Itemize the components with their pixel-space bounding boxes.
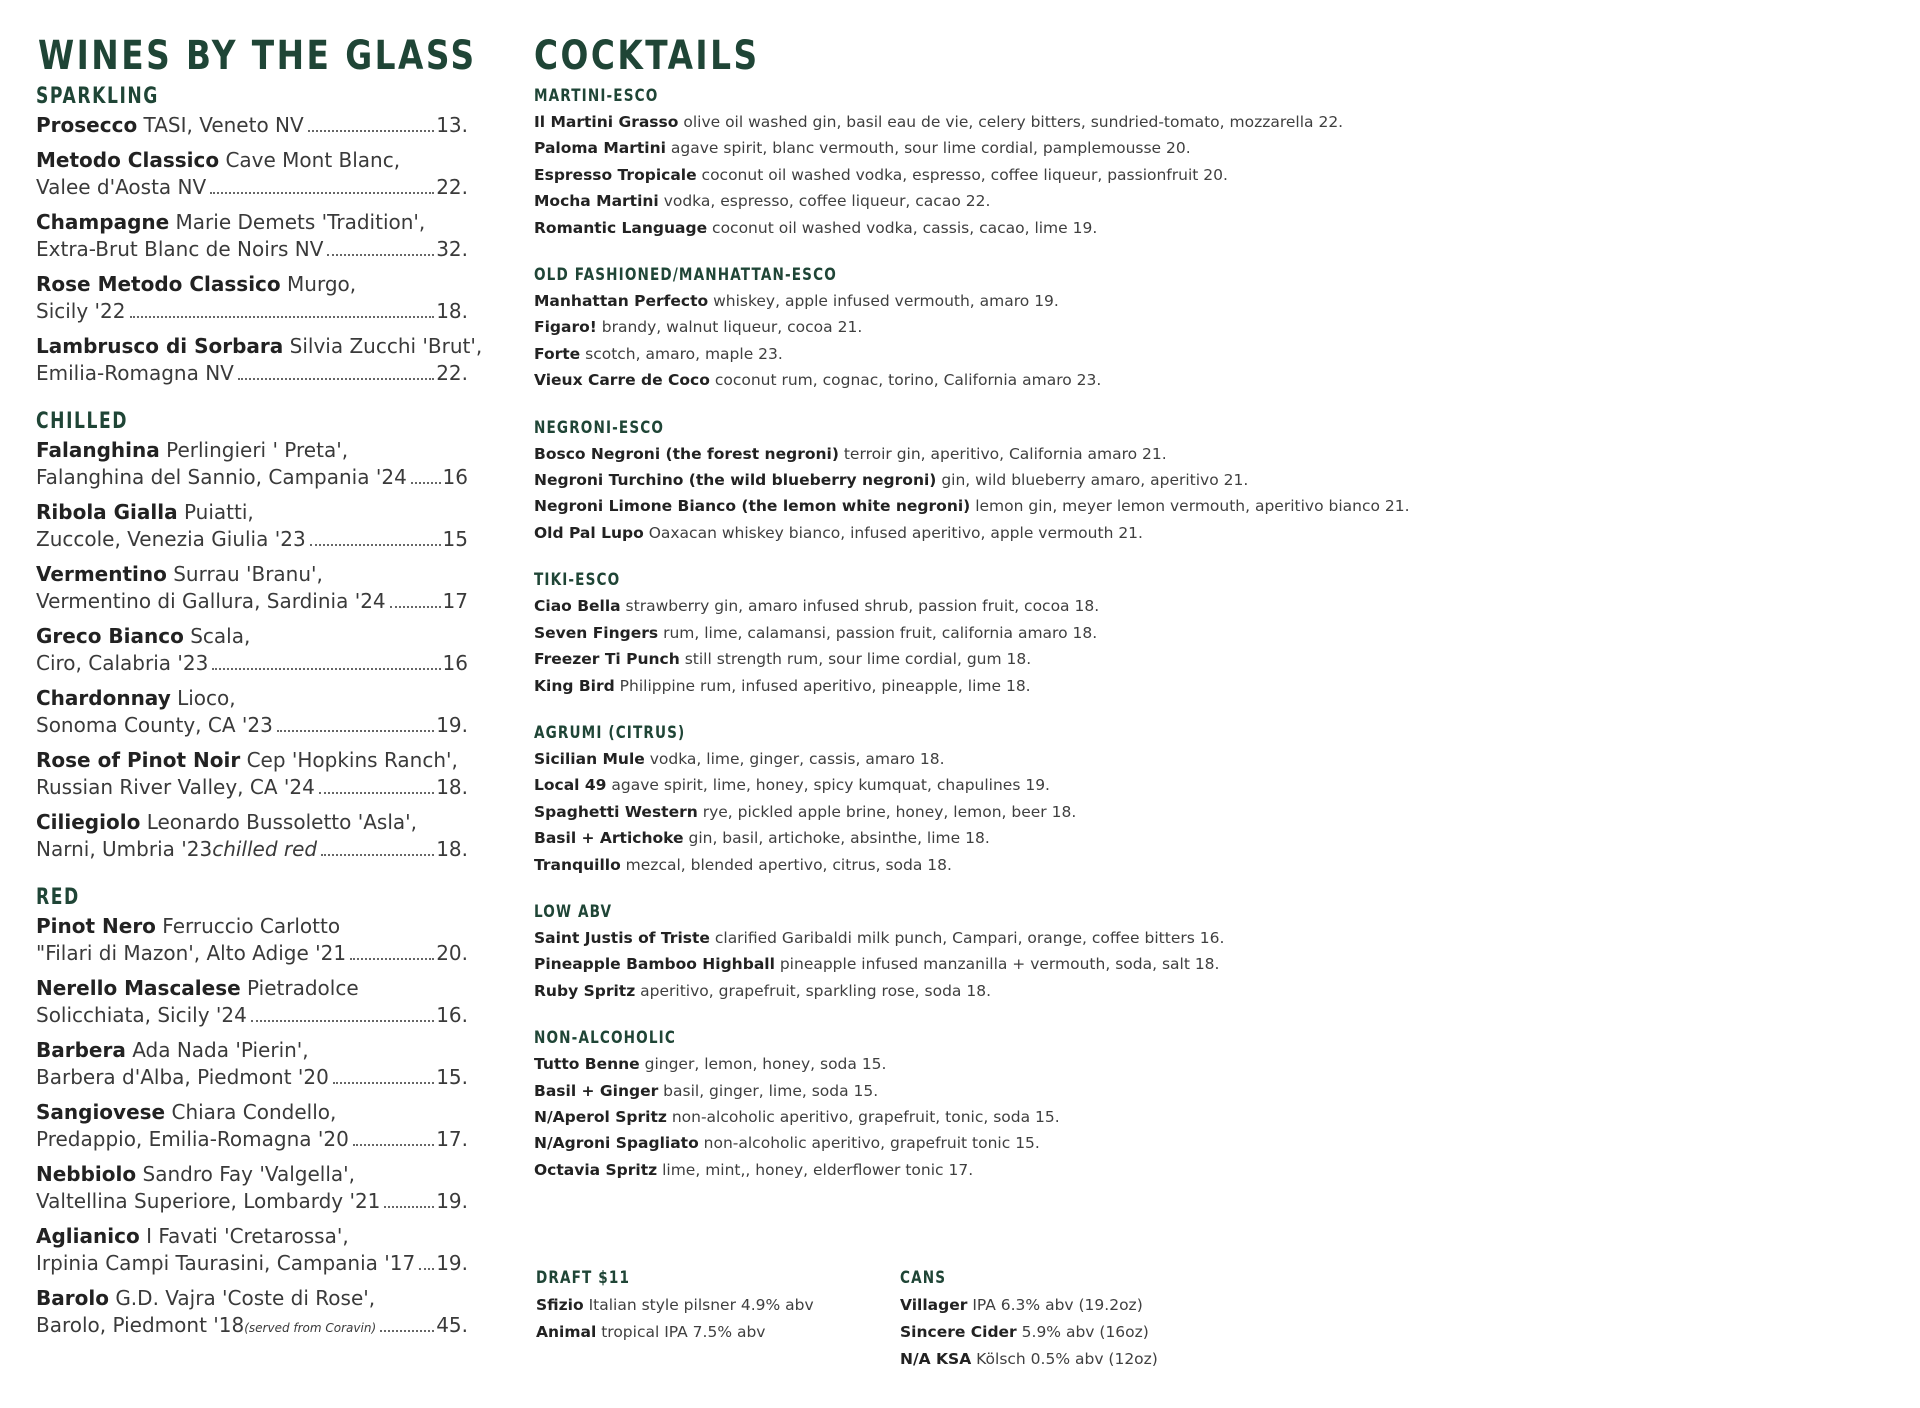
wine-producer: Silvia Zucchi 'Brut', [289,334,483,358]
cocktail-section-low-abv [534,901,1874,1004]
wine-item [36,112,468,139]
cocktail-section-heading: NON-ALCOHOLIC [534,1028,676,1049]
cocktail-name: Vieux Carre de Coco [534,371,710,390]
dot-leader [212,668,440,670]
wine-producer: TASI, Veneto NV [143,113,304,137]
cocktail-description: coconut rum, cognac, torino, California amaro 23. [714,371,1102,390]
cocktail-description: rum, lime, calamansi, passion fruit, california amaro 18. [663,623,1098,642]
wine-name: Metodo Classico [36,148,220,172]
cans-item [900,1319,1158,1346]
wine-region: Valee d'Aosta NV [36,175,207,199]
cocktail-section-heading: LOW ABV [534,901,613,922]
wine-name: Ribola Gialla [36,500,178,524]
cans-item [900,1292,1158,1319]
wine-line-2 [36,712,468,739]
wine-line-1 [36,913,468,940]
wine-price: 19. [436,713,468,737]
wine-region: Sonoma County, CA '23 [36,713,273,737]
wine-producer: Ada Nada 'Pierin', [132,1038,309,1062]
wine-region: Sicily '22 [36,299,126,323]
wine-name: Falanghina [36,438,160,462]
cocktail-name: Negroni Turchino (the wild blueberry negroni) [534,471,937,490]
cocktail-name: Ciao Bella [534,597,621,616]
wine-name: Champagne [36,210,170,234]
cocktail-name: Seven Fingers [534,623,659,642]
beer-description: IPA 6.3% abv (19.2oz) [972,1296,1143,1314]
dot-leader [238,378,434,380]
cocktail-section-heading: AGRUMI (CITRUS) [534,722,686,743]
wine-item [36,437,468,491]
cocktail-description: whiskey, apple infused vermouth, amaro 19. [713,292,1059,311]
cocktail-name: Paloma Martini [534,139,666,158]
wine-producer: I Favati 'Cretarossa', [146,1224,349,1248]
cocktail-description: non-alcoholic aperitivo, grapefruit, tonic, soda 15. [671,1107,1060,1126]
wine-line-2 [36,1002,468,1029]
cocktail-description: scotch, amaro, maple 23. [585,344,783,363]
wine-name: Barolo [36,1286,109,1310]
wine-producer: Surrau 'Branu', [173,562,323,586]
wine-name: Lambrusco di Sorbara [36,334,284,358]
wine-price: 32. [436,237,468,261]
cocktail-item [534,215,1874,241]
wine-producer: G.D. Vajra 'Coste di Rose', [115,1286,376,1310]
cocktail-name: Octavia Spritz [534,1160,658,1179]
wine-line-2 [36,836,468,863]
cocktail-item [534,951,1874,977]
cocktail-name: Freezer Ti Punch [534,650,680,669]
wine-price: 45. [436,1313,468,1337]
draft-beer-section [536,1270,814,1346]
cocktail-name: Manhattan Perfecto [534,292,709,311]
dot-leader [310,544,441,546]
cocktail-description: brandy, walnut liqueur, cocoa 21. [601,318,863,337]
cans-section [900,1270,1158,1373]
draft-item [536,1292,814,1319]
cocktail-item [534,441,1874,467]
wine-name: Ciliegiolo [36,810,141,834]
wine-line-1 [36,809,468,836]
wine-region: "Filari di Mazon', Alto Adige '21 [36,941,347,965]
cocktail-description: Oaxacan whiskey bianco, infused aperitivo, apple vermouth 21. [648,523,1143,542]
wine-producer: Pietradolce [247,976,359,1000]
cocktail-name: Pineapple Bamboo Highball [534,955,775,974]
wine-region: Narni, Umbria '23 [36,837,213,861]
wine-region: Vermentino di Gallura, Sardinia '24 [36,589,386,613]
wine-line-1 [36,747,468,774]
wine-item [36,747,468,801]
wine-line-1 [36,975,468,1002]
cocktail-section-heading: NEGRONI-ESCO [534,417,665,438]
wine-line-1 [36,499,468,526]
cans-heading: CANS [900,1268,947,1288]
wine-line-2 [36,1312,468,1342]
wine-line-2 [36,1126,468,1153]
cocktail-description: terroir gin, aperitivo, California amaro 21. [843,444,1167,463]
cocktail-name: Negroni Limone Bianco (the lemon white negroni) [534,497,971,516]
wine-item [36,623,468,677]
dot-leader [327,254,434,256]
wine-producer: Cave Mont Blanc, [225,148,401,172]
wine-price: 16. [436,1003,468,1027]
cocktail-item [534,314,1874,340]
wine-list [36,84,483,1366]
wine-price: 16 [442,651,468,675]
cocktail-name: Tranquillo [534,855,621,874]
wine-line-1 [36,1037,468,1064]
wine-name: Prosecco [36,113,138,137]
wine-name: Rose of Pinot Noir [36,748,241,772]
cocktail-section-heading: TIKI-ESCO [534,570,621,591]
wine-item [36,333,483,387]
wine-line-1 [36,685,468,712]
cocktail-item [534,925,1874,951]
wine-price: 15. [436,1065,468,1089]
cocktail-name: N/Agroni Spagliato [534,1134,699,1153]
beer-description: Kölsch 0.5% abv (12oz) [976,1350,1158,1368]
cocktail-item [534,341,1874,367]
wine-producer: Perlingieri ' Preta', [166,438,349,462]
wine-section-sparkling [36,84,483,387]
cocktail-item [534,746,1874,772]
cocktail-section-old-fashioned-manhattan-esco [534,267,1874,394]
wine-price: 15 [442,527,468,551]
cocktail-description: pineapple infused manzanilla + vermouth, soda, salt 18. [779,955,1220,974]
cocktail-section-tiki-esco [534,572,1874,699]
cocktail-name: Ruby Spritz [534,981,636,1000]
cocktail-name: Spaghetti Western [534,802,698,821]
cocktail-description: gin, basil, artichoke, absinthe, lime 18. [688,829,990,848]
wine-price: 13. [436,113,468,137]
dot-leader [130,316,435,318]
wine-price: 18. [436,299,468,323]
wine-item [36,209,468,263]
cocktail-item [534,135,1874,161]
wine-item [36,1037,468,1091]
wine-note: chilled red [212,837,318,861]
cocktail-item [534,978,1874,1004]
wine-name: Greco Bianco [36,624,184,648]
wine-line-1 [36,1223,468,1250]
wine-name: Rose Metodo Classico [36,272,281,296]
wine-region: Solicchiata, Sicily '24 [36,1003,247,1027]
beer-name: Villager [900,1296,968,1314]
wine-price: 17 [442,589,468,613]
cocktail-description: aperitivo, grapefruit, sparkling rose, soda 18. [640,981,991,1000]
wine-region: Extra-Brut Blanc de Noirs NV [36,237,324,261]
wine-line-2 [36,174,468,201]
cocktail-description: vodka, lime, ginger, cassis, amaro 18. [649,749,945,768]
wine-producer: Ferruccio Carlotto [162,914,341,938]
beer-description: 5.9% abv (16oz) [1021,1323,1149,1341]
dot-leader [308,130,434,132]
cocktail-name: Espresso Tropicale [534,165,697,184]
wine-item [36,1223,468,1277]
wine-line-2 [36,298,468,325]
wine-region: Predappio, Emilia-Romagna '20 [36,1127,349,1151]
wine-section-red [36,887,468,1342]
wine-section-heading: SPARKLING [36,84,159,109]
beer-description: tropical IPA 7.5% abv [601,1323,766,1341]
cocktail-item [534,1078,1874,1104]
cocktail-description: basil, ginger, lime, soda 15. [663,1081,879,1100]
cocktail-description: ginger, lemon, honey, soda 15. [644,1055,887,1074]
wine-price: 16 [442,465,468,489]
cocktail-section-martini-esco [534,88,1874,241]
wine-region: Emilia-Romagna NV [36,361,234,385]
cocktail-description: agave spirit, lime, honey, spicy kumquat, chapulines 19. [611,776,1050,795]
wine-producer: Scala, [190,624,251,648]
cocktail-description: agave spirit, blanc vermouth, sour lime cordial, pamplemousse 20. [670,139,1191,158]
wine-item [36,271,468,325]
wine-price: 19. [436,1189,468,1213]
wine-line-1 [36,147,468,174]
cocktail-description: coconut oil washed vodka, espresso, coffee liqueur, passionfruit 20. [701,165,1228,184]
cocktail-name: Forte [534,344,581,363]
cocktail-item [534,493,1874,519]
beer-description: Italian style pilsner 4.9% abv [588,1296,814,1314]
wine-region: Ciro, Calabria '23 [36,651,209,675]
wine-price: 22. [436,175,468,199]
cocktail-name: Mocha Martini [534,192,659,211]
wine-producer: Chiara Condello, [171,1100,337,1124]
wine-name: Nebbiolo [36,1162,137,1186]
wine-region: Barolo, Piedmont '18 [36,1313,245,1337]
wine-price: 18. [436,837,468,861]
cocktail-section-agrumi-citrus [534,722,1874,878]
cocktail-name: Il Martini Grasso [534,113,679,131]
wine-price: 17. [436,1127,468,1151]
cocktail-list [534,86,1874,1209]
beer-name: N/A KSA [900,1350,972,1368]
wine-producer: Leonardo Bussoletto 'Asla', [146,810,417,834]
wine-line-1 [36,1099,468,1126]
wines-title: WINES BY THE GLASS [38,33,477,79]
cocktail-item [534,367,1874,393]
wine-line-2 [36,1250,468,1277]
cocktail-section-non-alcoholic [534,1030,1874,1183]
wine-line-2 [36,360,468,387]
cocktail-description: Philippine rum, infused aperitivo, pineapple, lime 18. [619,676,1031,695]
wine-region: Russian River Valley, CA '24 [36,775,315,799]
cocktail-item [534,288,1874,314]
wine-line-1 [36,1285,468,1312]
wine-line-2 [36,588,468,615]
beer-name: Animal [536,1323,597,1341]
wine-item [36,913,468,967]
wine-line-2 [36,774,468,801]
wine-region: Falanghina del Sannio, Campania '24 [36,465,407,489]
cocktail-name: Basil + Ginger [534,1081,659,1100]
dot-leader [350,958,434,960]
cocktail-item [534,646,1874,672]
wine-line-1 [36,209,468,236]
cocktails-title: COCKTAILS [534,33,760,79]
dot-leader [321,854,434,856]
dot-leader [210,192,434,194]
cocktail-section-heading: OLD FASHIONED/MANHATTAN-ESCO [534,265,837,286]
wine-price: 18. [436,775,468,799]
wine-line-2 [36,236,468,263]
wine-name: Sangiovese [36,1100,166,1124]
cocktail-section-heading: MARTINI-ESCO [534,86,659,106]
wine-item [36,1099,468,1153]
cocktail-description: still strength rum, sour lime cordial, gum 18. [684,650,1032,669]
wine-item [36,147,468,201]
wine-region: Barbera d'Alba, Piedmont '20 [36,1065,329,1089]
dot-leader [380,1330,434,1332]
wine-name: Pinot Nero [36,914,156,938]
cocktail-name: N/Aperol Spritz [534,1107,667,1126]
wine-name: Aglianico [36,1224,140,1248]
dot-leader [333,1082,434,1084]
cocktail-description: lemon gin, meyer lemon vermouth, aperitivo bianco 21. [975,497,1410,516]
wine-line-2 [36,464,468,491]
cocktail-description: non-alcoholic aperitivo, grapefruit tonic 15. [703,1134,1040,1153]
draft-item [536,1319,814,1346]
cocktail-name: Tutto Benne [534,1055,640,1074]
cocktail-name: Sicilian Mule [534,749,645,768]
wine-region: Zuccole, Venezia Giulia '23 [36,527,306,551]
wine-line-1 [36,623,468,650]
cocktail-item [534,1130,1874,1156]
wine-line-1 [36,561,468,588]
wine-name: Nerello Mascalese [36,976,241,1000]
wine-name: Vermentino [36,562,167,586]
wine-line-2 [36,650,468,677]
wine-item [36,561,468,615]
wine-item [36,1161,468,1215]
cocktail-item [534,1104,1874,1130]
cocktail-item [534,825,1874,851]
wine-section-heading: CHILLED [36,409,129,434]
cocktail-item [534,1051,1874,1077]
cocktail-name: Old Pal Lupo [534,523,644,542]
dot-leader [277,730,434,732]
cocktail-item [534,162,1874,188]
dot-leader [390,606,441,608]
cocktail-item [534,1157,1874,1183]
cocktail-description: lime, mint,, honey, elderflower tonic 17. [662,1160,974,1179]
wine-item [36,685,468,739]
wine-region: Valtellina Superiore, Lombardy '21 [36,1189,381,1213]
wine-line-1 [36,271,468,298]
cocktail-item [534,467,1874,493]
wine-producer: Marie Demets 'Tradition', [175,210,426,234]
wine-line-2 [36,526,468,553]
dot-leader [411,482,441,484]
wine-region: Irpinia Campi Taurasini, Campania '17 [36,1251,416,1275]
cocktail-description: gin, wild blueberry amaro, aperitivo 21. [941,471,1249,490]
cocktail-item [534,188,1874,214]
wine-line-2 [36,940,468,967]
cocktail-item [534,520,1874,546]
cocktail-name: Bosco Negroni (the forest negroni) [534,444,839,463]
draft-heading: DRAFT $11 [536,1268,631,1288]
cocktail-item [534,673,1874,699]
beer-name: Sincere Cider [900,1323,1017,1341]
wine-item [36,499,468,553]
cocktail-name: Figaro! [534,318,597,337]
cocktail-name: Saint Justis of Triste [534,928,710,947]
wine-line-1 [36,1161,468,1188]
wine-line-2 [36,1188,468,1215]
wine-line-1 [36,112,468,139]
wine-item [36,809,468,863]
wine-name: Chardonnay [36,686,171,710]
wine-price: 22. [436,361,468,385]
beer-name: Sfizio [536,1296,584,1314]
wine-item [36,975,468,1029]
cocktail-item [534,593,1874,619]
cocktail-item [534,852,1874,878]
cocktail-description: olive oil washed gin, basil eau de vie, celery bitters, sundried-tomato, mozzarella 22. [683,113,1344,131]
cocktail-description: mezcal, blended apertivo, citrus, soda 18. [625,855,952,874]
wine-line-1 [36,437,468,464]
cocktail-name: Romantic Language [534,218,708,237]
wine-producer: Murgo, [287,272,357,296]
wine-price: 20. [436,941,468,965]
wine-producer: Sandro Fay 'Valgella', [142,1162,355,1186]
cocktail-name: Local 49 [534,776,607,795]
cocktail-item [534,799,1874,825]
cans-item [900,1346,1158,1373]
wine-price: 19. [436,1251,468,1275]
wine-producer: Lioco, [177,686,236,710]
cocktail-description: strawberry gin, amaro infused shrub, passion fruit, cocoa 18. [625,597,1100,616]
cocktail-item [534,109,1874,135]
wine-line-1 [36,333,483,360]
wine-section-heading: RED [36,885,80,910]
dot-leader [353,1144,434,1146]
cocktail-description: vodka, espresso, coffee liqueur, cacao 22. [663,192,991,211]
dot-leader [251,1020,434,1022]
wine-line-2 [36,1064,468,1091]
cocktail-item [534,620,1874,646]
cocktail-description: coconut oil washed vodka, cassis, cacao, lime 19. [712,218,1098,237]
wine-producer: Puiatti, [183,500,254,524]
wine-producer: Cep 'Hopkins Ranch', [246,748,458,772]
wine-note: (served from Coravin) [244,1321,377,1335]
cocktail-name: Basil + Artichoke [534,829,684,848]
dot-leader [319,792,434,794]
wine-section-chilled [36,411,468,863]
dot-leader [384,1206,434,1208]
cocktail-description: clarified Garibaldi milk punch, Campari, orange, coffee bitters 16. [714,928,1225,947]
dot-leader [419,1268,434,1270]
cocktail-section-negroni-esco [534,417,1874,547]
cocktail-item [534,772,1874,798]
cocktail-description: rye, pickled apple brine, honey, lemon, beer 18. [702,802,1077,821]
wine-item [36,1285,468,1342]
cocktail-name: King Bird [534,676,615,695]
wine-name: Barbera [36,1038,126,1062]
